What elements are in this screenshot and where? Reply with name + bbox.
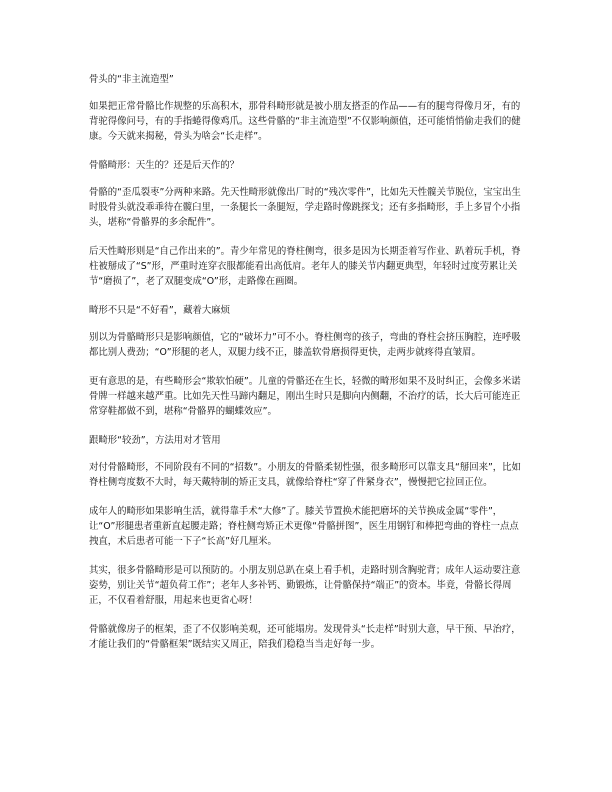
paragraph-congenital: 骨骼的“歪瓜裂枣”分两种来路。先天性畸形就像出厂时的“残次零件”，比如先天性髋关节脱位，宝宝出生时股骨头就没乖乖待在髋臼里，一条腿长一条腿短，学走路时像跳探戈；还有多指畸形，手上多冒个小指头，堪称“骨骼界的多余配件”。 — [89, 187, 521, 228]
document-title: 骨头的“非主流造型” — [89, 74, 174, 85]
section-heading-treatment: 跟畸形“较劲”，方法用对才管用 — [89, 435, 221, 446]
paragraph-damage: 别以为骨骼畸形只是影响颜值，它的“破坏力”可不小。脊柱侧弯的孩子，弯曲的脊柱会挤压胸腔，连呼吸都比别人费劲；“O”形腿的老人，双腿力线不正，膝盖软骨磨损得更快，走两步就疼得直皱眉。 — [89, 332, 521, 358]
paragraph-acquired: 后天性畸形则是“自己作出来的”。青少年常见的脊柱侧弯，很多是因为长期歪着写作业、趴着玩手机，脊柱被掰成了“S”形，严重时连穿衣服都能看出高低肩。老年人的膝关节内翻更典型，年轻时过度劳累让关节“磨损了”，老了双腿变成“O”形，走路像在画圈。 — [89, 246, 521, 287]
paragraph-adult-treatment: 成年人的畸形如果影响生活，就得靠手术“大修”了。膝关节置换术能把磨坏的关节换成金属“零件”，让“O”形腿患者重新直起腰走路；脊柱侧弯矫正术更像“骨骼拼图”，医生用钢钉和棒把弯曲的脊柱一点点拽直，术后患者可能一下子“长高”好几厘米。 — [89, 506, 519, 547]
document-page — [89, 72, 527, 666]
section-heading-causes: 骨骼畸形：天生的？还是后天作的？ — [89, 160, 240, 171]
paragraph-children-treatment: 对付骨骼畸形，不同阶段有不同的“招数”。小朋友的骨骼柔韧性强，很多畸形可以靠支具“掰回来”，比如脊柱侧弯度数不大时，每天戴特制的矫正支具，就像给脊柱“穿了件紧身衣”，慢慢把它拉回正位。 — [89, 462, 521, 488]
paragraph-intro: 如果把正常骨骼比作规整的乐高积木，那骨科畸形就是被小朋友搭歪的作品——有的腿弯得像月牙，有的背驼得像问号，有的手指蜷得像鸡爪。这些骨骼的“非主流造型”不仅影响颜值，还可能悄悄偷走我们的健康。今天就来揭秘，骨头为啥会“长走样”。 — [89, 101, 521, 142]
section-heading-harm: 畸形不只是“不好看”，藏着大麻烦 — [89, 305, 230, 316]
paragraph-progression: 更有意思的是，有些畸形会“欺软怕硬”。儿童的骨骼还在生长，轻微的畸形如果不及时纠正，会像多米诺骨牌一样越来越严重。比如先天性马蹄内翻足，刚出生时只是脚向内侧翻，不治疗的话，长大后可能连正常穿鞋都做不到，堪称“骨骼界的蝴蝶效应”。 — [89, 376, 521, 417]
paragraph-conclusion: 骨骼就像房子的框架，歪了不仅影响美观，还可能塌房。发现骨头“长走样”时别大意，早干预、早治疗，才能让我们的“骨骼框架”既结实又周正，陪我们稳稳当当走好每一步。 — [89, 624, 521, 650]
paragraph-prevention: 其实，很多骨骼畸形是可以预防的。小朋友别总趴在桌上看手机，走路时别含胸驼背；成年人运动要注意姿势，别让关节“超负荷工作”；老年人多补钙、勤锻炼，让骨骼保持“端正”的资本。毕竟，骨骼长得周正，不仅看着舒服，用起来也更省心呀！ — [89, 565, 521, 606]
